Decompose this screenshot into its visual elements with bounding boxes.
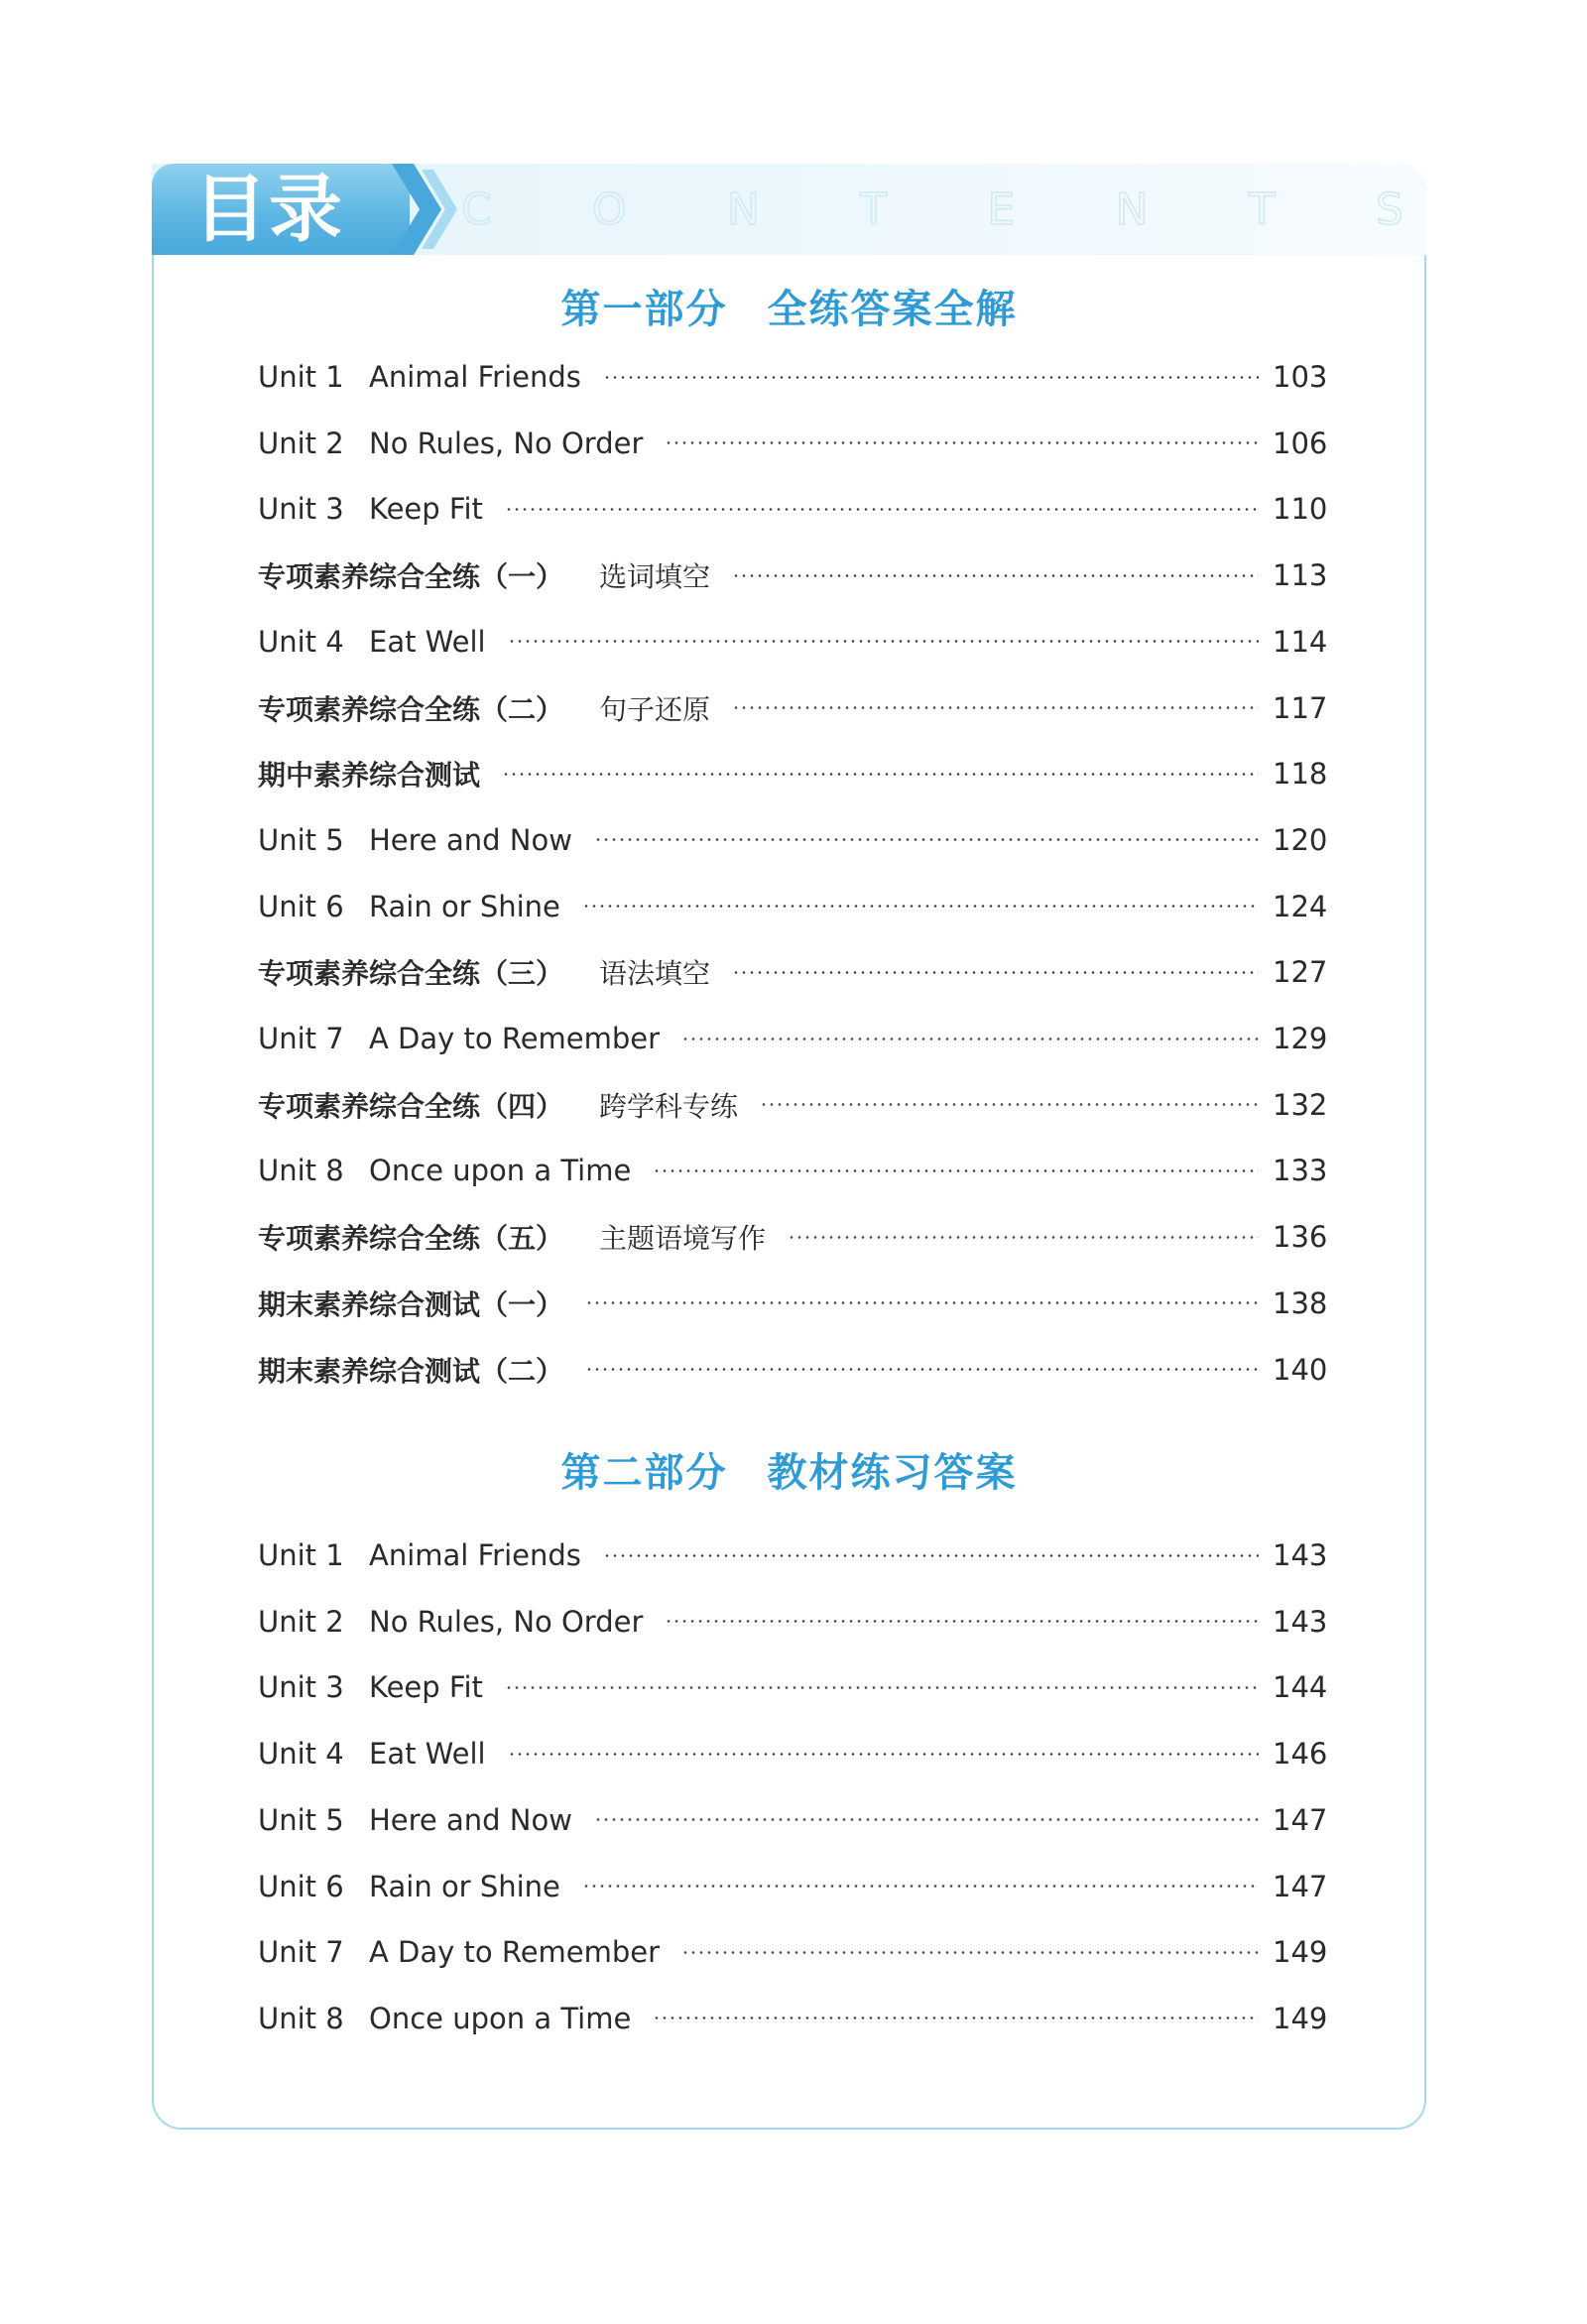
page-number: 132 <box>1273 1087 1328 1122</box>
unit-number: Unit 2 <box>258 1604 344 1639</box>
unit-number: Unit 6 <box>258 889 344 923</box>
unit-number: Unit 3 <box>258 492 344 527</box>
toc-entry[interactable] <box>258 1530 1328 1580</box>
toc-entry[interactable] <box>258 1080 1328 1130</box>
page-number: 143 <box>1273 1538 1328 1572</box>
unit-title: Animal Friends <box>369 1538 581 1572</box>
page-number: 140 <box>1273 1352 1328 1387</box>
toc-entry-label <box>258 1870 560 1903</box>
dot-leader <box>681 1951 1259 1954</box>
unit-title: No Rules, No Order <box>369 1604 644 1639</box>
toc-entry-label <box>258 754 480 794</box>
unit-title: Here and Now <box>369 822 572 857</box>
unit-title: Once upon a Time <box>369 1154 632 1188</box>
dot-leader <box>508 1753 1259 1756</box>
page-number: 118 <box>1273 757 1328 792</box>
page-number: 113 <box>1273 558 1328 593</box>
contents-watermark <box>461 164 1404 255</box>
toc-entry-label <box>258 1350 563 1390</box>
toc-entry-label <box>258 688 710 728</box>
toc-entry-label <box>258 555 710 595</box>
unit-title: Keep Fit <box>369 1670 483 1705</box>
toc-entry[interactable] <box>258 683 1328 733</box>
toc-entry-label <box>258 1935 660 1969</box>
title-tab <box>152 164 410 255</box>
part1-heading <box>152 278 1426 334</box>
toc-entry[interactable] <box>258 1345 1328 1395</box>
page-number: 136 <box>1273 1220 1328 1255</box>
page-number: 133 <box>1273 1154 1328 1188</box>
dot-leader <box>681 1038 1259 1040</box>
dot-leader <box>603 376 1259 379</box>
dot-leader <box>603 1554 1259 1557</box>
page-number: 127 <box>1273 955 1328 990</box>
unit-number: Unit 8 <box>258 1154 344 1188</box>
unit-number: Unit 8 <box>258 2001 344 2035</box>
toc-entry-label <box>258 823 572 857</box>
page-number: 124 <box>1273 889 1328 923</box>
toc-entry[interactable] <box>258 1994 1328 2043</box>
dot-leader <box>594 1818 1259 1821</box>
page-number: 149 <box>1273 2001 1328 2035</box>
unit-title: Here and Now <box>369 1802 572 1837</box>
toc-entry[interactable] <box>258 617 1328 667</box>
section-topic: 主题语境写作 <box>599 1222 767 1256</box>
section-topic: 语法填空 <box>599 957 711 991</box>
section-name: 期末素养综合测试（二） <box>258 1354 564 1388</box>
page-number: 114 <box>1273 624 1328 659</box>
section-name: 期中素养综合测试 <box>258 759 481 793</box>
toc-entry-label <box>258 1217 766 1257</box>
unit-number: Unit 6 <box>258 1869 344 1903</box>
toc-entry-label <box>258 1154 631 1187</box>
toc-entry-label <box>258 1284 563 1323</box>
toc-entry[interactable] <box>258 1146 1328 1195</box>
toc-entry-label <box>258 1803 572 1837</box>
unit-title: Rain or Shine <box>369 1869 560 1903</box>
section-name: 专项素养综合全练（三） <box>258 957 564 991</box>
unit-number: Unit 5 <box>258 822 344 857</box>
page-number: 110 <box>1273 492 1328 527</box>
page-number: 146 <box>1273 1737 1328 1772</box>
toc-entry-label <box>258 427 643 460</box>
toc-entry-label <box>258 1085 738 1125</box>
unit-number: Unit 5 <box>258 1802 344 1837</box>
dot-leader <box>788 1236 1259 1239</box>
toc-entry[interactable] <box>258 352 1328 402</box>
dot-leader <box>502 773 1259 776</box>
toc-entry[interactable] <box>258 1014 1328 1063</box>
part1-title: 第一部分 <box>560 287 728 332</box>
toc-entry[interactable] <box>258 1862 1328 1911</box>
dot-leader <box>732 971 1259 974</box>
toc-entry-label <box>258 492 483 526</box>
toc-entry[interactable] <box>258 1279 1328 1328</box>
part2-subtitle: 教材练习答案 <box>767 1450 1018 1496</box>
unit-title: A Day to Remember <box>369 1935 661 1970</box>
contents-letter: N <box>1115 183 1149 235</box>
page-number: 129 <box>1273 1022 1328 1055</box>
contents-letter: S <box>1376 183 1404 235</box>
toc-entry[interactable] <box>258 1662 1328 1712</box>
toc-entry-label <box>258 1670 483 1704</box>
toc-entry[interactable] <box>258 1927 1328 1977</box>
unit-number: Unit 2 <box>258 426 344 460</box>
toc-entry-label <box>258 1737 486 1771</box>
toc-entry[interactable] <box>258 947 1328 997</box>
page-number: 120 <box>1273 822 1328 857</box>
section-topic: 选词填空 <box>599 560 711 594</box>
page-number: 143 <box>1273 1604 1328 1639</box>
toc-entry-label <box>258 1538 581 1572</box>
part1-subtitle: 全练答案全解 <box>767 287 1018 332</box>
toc-entry[interactable] <box>258 1597 1328 1647</box>
toc-entry[interactable] <box>258 882 1328 931</box>
dot-leader <box>505 1686 1259 1689</box>
unit-number: Unit 4 <box>258 1737 344 1772</box>
dot-leader <box>732 706 1259 709</box>
toc-entry[interactable] <box>258 1212 1328 1262</box>
unit-number: Unit 7 <box>258 1022 344 1055</box>
contents-letter: T <box>1248 183 1276 235</box>
dot-leader <box>665 1620 1259 1623</box>
dot-leader <box>653 2017 1259 2019</box>
part2-title: 第二部分 <box>560 1450 728 1496</box>
unit-title: Rain or Shine <box>369 889 560 923</box>
dot-leader <box>665 441 1259 444</box>
section-name: 期末素养综合测试（一） <box>258 1287 564 1321</box>
contents-letter: N <box>727 183 760 235</box>
toc-entry-label <box>258 952 710 992</box>
dot-leader <box>760 1103 1259 1106</box>
toc-entry-label <box>258 625 486 659</box>
toc-entry-label <box>258 1605 643 1639</box>
toc-entry[interactable] <box>258 749 1328 798</box>
toc-entry[interactable] <box>258 550 1328 600</box>
dot-leader <box>582 905 1259 908</box>
page-number: 147 <box>1273 1869 1328 1903</box>
page-title: 目录 <box>193 167 344 252</box>
toc-entry[interactable] <box>258 1729 1328 1778</box>
dot-leader <box>505 508 1259 511</box>
unit-number: Unit 4 <box>258 624 344 659</box>
toc-entry-label <box>258 2002 631 2035</box>
unit-title: No Rules, No Order <box>369 426 644 460</box>
toc-entry-label <box>258 360 581 394</box>
section-name: 专项素养综合全练（一） <box>258 560 564 594</box>
page-number: 149 <box>1273 1935 1328 1970</box>
unit-title: A Day to Remember <box>369 1022 661 1055</box>
dot-leader <box>585 1301 1259 1304</box>
unit-title: Keep Fit <box>369 492 483 527</box>
unit-title: Eat Well <box>369 624 486 659</box>
section-topic: 句子还原 <box>599 692 711 726</box>
toc-entry-label <box>258 1022 660 1055</box>
page-number: 144 <box>1273 1670 1328 1705</box>
dot-leader <box>732 574 1259 577</box>
contents-letter: E <box>987 183 1016 235</box>
page-number: 106 <box>1273 426 1328 460</box>
page-number: 147 <box>1273 1802 1328 1837</box>
toc-entry-label <box>258 890 560 923</box>
unit-number: Unit 1 <box>258 1538 344 1572</box>
unit-title: Animal Friends <box>369 360 581 394</box>
section-name: 专项素养综合全练（五） <box>258 1222 564 1256</box>
page-number: 117 <box>1273 690 1328 725</box>
section-topic: 跨学科专练 <box>599 1089 739 1123</box>
toc-entry[interactable] <box>258 815 1328 865</box>
dot-leader <box>653 1169 1259 1172</box>
unit-number: Unit 7 <box>258 1935 344 1970</box>
unit-title: Once upon a Time <box>369 2001 632 2035</box>
dot-leader <box>508 640 1259 643</box>
contents-letter: O <box>592 183 627 235</box>
toc-entry[interactable] <box>258 419 1328 468</box>
toc-entry[interactable] <box>258 484 1328 534</box>
part2-heading <box>152 1441 1426 1498</box>
unit-number: Unit 1 <box>258 360 344 394</box>
section-name: 专项素养综合全练（二） <box>258 692 564 726</box>
unit-title: Eat Well <box>369 1737 486 1772</box>
toc-entry[interactable] <box>258 1795 1328 1845</box>
dot-leader <box>594 838 1259 841</box>
page-number: 103 <box>1273 360 1328 394</box>
contents-letter: C <box>461 183 492 235</box>
unit-number: Unit 3 <box>258 1670 344 1705</box>
section-name: 专项素养综合全练（四） <box>258 1089 564 1123</box>
page-number: 138 <box>1273 1285 1328 1320</box>
dot-leader <box>582 1885 1259 1888</box>
dot-leader <box>585 1368 1259 1371</box>
contents-letter: T <box>860 183 888 235</box>
